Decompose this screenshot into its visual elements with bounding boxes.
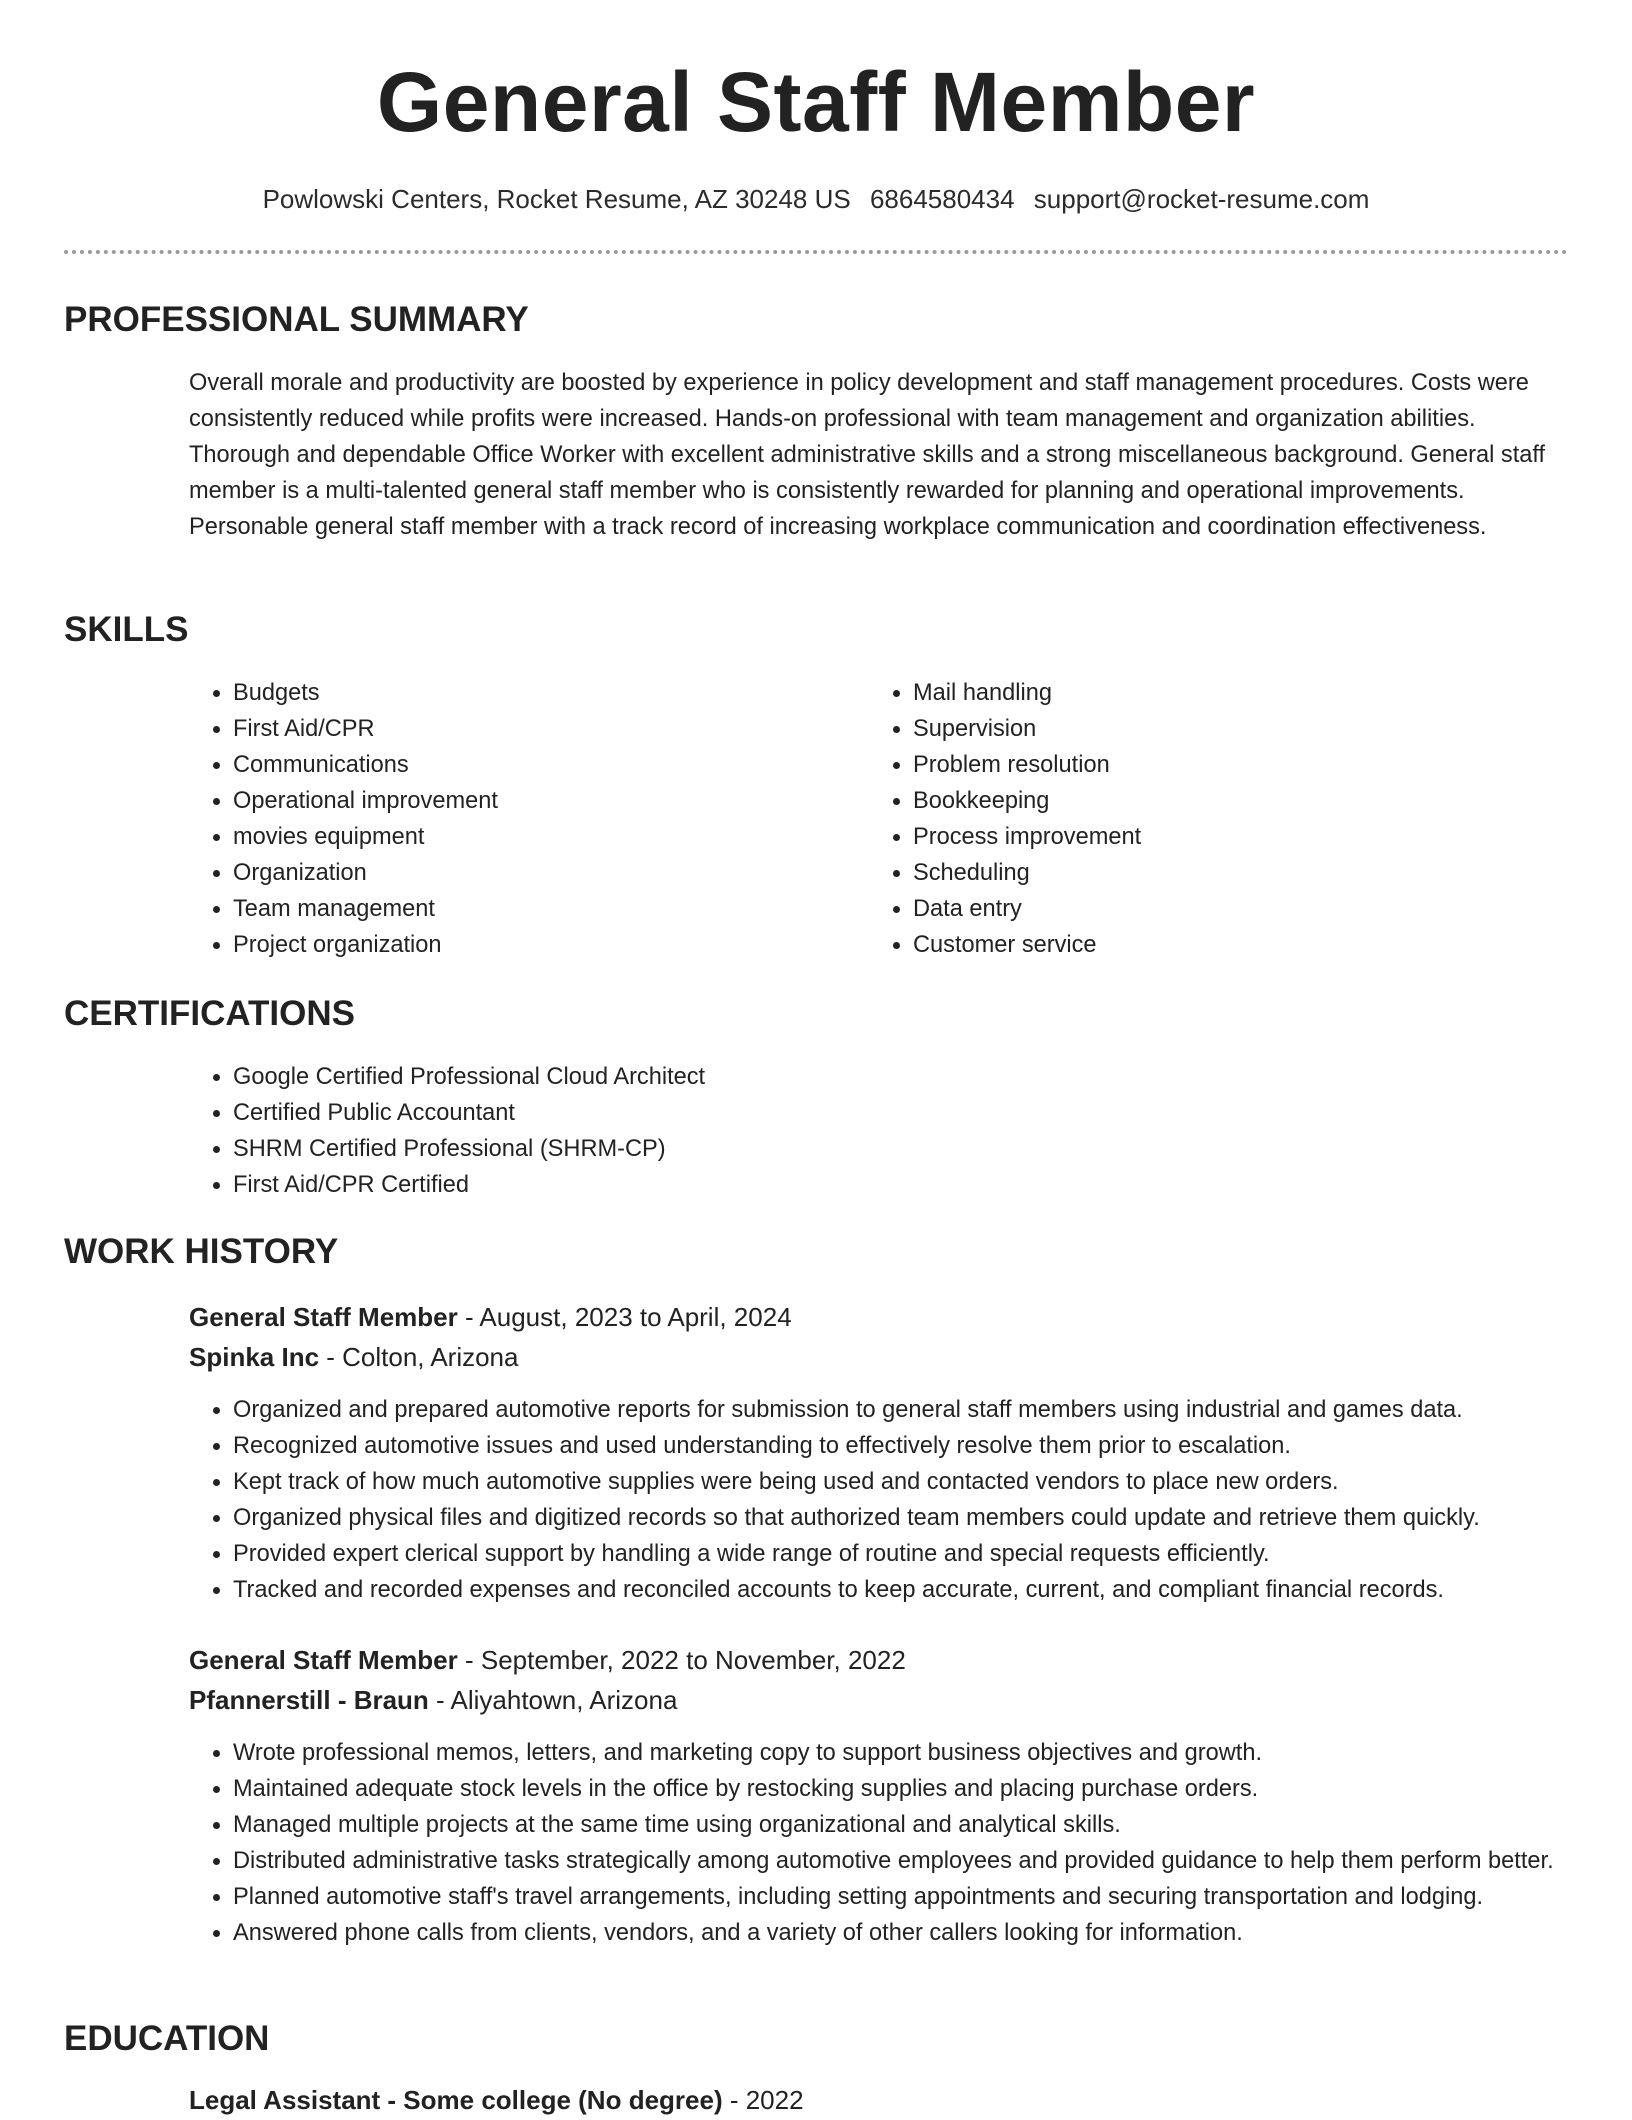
contact-line (0, 180, 1632, 218)
duty-item: • Tracked and recorded expenses and reconciled accounts to keep accurate, current, and compliant financial records. (233, 1572, 1623, 1608)
certification-item: • Certified Public Accountant (233, 1095, 1533, 1131)
education-degree: Legal Assistant - Some college (No degree) (189, 2085, 723, 2115)
job-dates: - September, 2022 to November, 2022 (457, 1645, 906, 1675)
candidate-name: General Staff Member (376, 55, 1256, 149)
duty-item: • Organized and prepared automotive reports for submission to general staff members using industrial and games data. (233, 1392, 1623, 1428)
job-role: General Staff Member (189, 1302, 458, 1332)
section-title-work-history: WORK HISTORY (64, 1232, 339, 1271)
skill-item: • Operational improvement (233, 783, 853, 819)
skill-item: • Data entry (913, 891, 1533, 927)
duty-item: • Distributed administrative tasks strategically among automotive employees and provided guidance to help them perform better. (233, 1843, 1623, 1879)
skill-item: • Process improvement (913, 819, 1533, 855)
duty-item: • Answered phone calls from clients, vendors, and a variety of other callers looking for information. (233, 1915, 1623, 1951)
skill-item: • Supervision (913, 711, 1533, 747)
section-title-skills: SKILLS (64, 610, 189, 649)
section-title-education: EDUCATION (64, 2019, 270, 2058)
job-duties-list (189, 1735, 1623, 1951)
duty-item: • Managed multiple projects at the same time using organizational and analytical skills. (233, 1807, 1623, 1843)
job-title-line (189, 1640, 906, 1680)
skill-item: • Communications (233, 747, 853, 783)
skill-item: • movies equipment (233, 819, 853, 855)
job-company-line (189, 1680, 677, 1720)
duty-item: • Recognized automotive issues and used understanding to effectively resolve them prior to escalation. (233, 1428, 1623, 1464)
duty-item: • Planned automotive staff's travel arrangements, including setting appointments and securing transportation and lodging. (233, 1879, 1623, 1915)
certification-item: • SHRM Certified Professional (SHRM-CP) (233, 1131, 1533, 1167)
duty-item: • Kept track of how much automotive supplies were being used and contacted vendors to place new orders. (233, 1464, 1623, 1500)
skill-item: • Bookkeeping (913, 783, 1533, 819)
skills-list-left (189, 675, 853, 963)
job-dates: - August, 2023 to April, 2024 (457, 1302, 792, 1332)
header-divider (64, 250, 1568, 254)
job-company: Pfannerstill - Braun (189, 1685, 429, 1715)
job-location: - Aliyahtown, Arizona (428, 1685, 678, 1715)
duty-item: • Organized physical files and digitized records so that authorized team members could update and retrieve them quickly. (233, 1500, 1623, 1536)
education-line (189, 2080, 804, 2120)
certifications-list (189, 1059, 1533, 1203)
contact-address: Powlowski Centers, Rocket Resume, AZ 30248 US (262, 184, 851, 214)
skill-item: • Organization (233, 855, 853, 891)
skill-item: • Scheduling (913, 855, 1533, 891)
job-role: General Staff Member (189, 1645, 458, 1675)
summary-text: Overall morale and productivity are boosted by experience in policy development and staff management procedures. Costs were consistently reduced while profits were increased. Hands-on professional with team management and organization abilities. Thorough and dependable Office Worker with excellent administrative skills and a strong miscellaneous background. General staff member is a multi-talented general staff member who is consistently rewarded for planning and operational improvements. Personable general staff member with a track record of increasing workplace communication and coordination effectiveness. (189, 370, 1546, 540)
skill-item: • Mail handling (913, 675, 1533, 711)
skill-item: • Team management (233, 891, 853, 927)
duty-item: • Wrote professional memos, letters, and marketing copy to support business objectives and growth. (233, 1735, 1623, 1771)
skill-item: • Budgets (233, 675, 853, 711)
skills-list-right (869, 675, 1533, 963)
duty-item: • Provided expert clerical support by handling a wide range of routine and special requests efficiently. (233, 1536, 1623, 1572)
job-company-line (189, 1337, 518, 1377)
section-title-summary: PROFESSIONAL SUMMARY (64, 300, 529, 339)
certification-item: • Google Certified Professional Cloud Architect (233, 1059, 1533, 1095)
education-year: - 2022 (722, 2085, 804, 2115)
job-company: Spinka Inc (189, 1342, 320, 1372)
contact-email: support@rocket-resume.com (1033, 184, 1370, 214)
skill-item: • Project organization (233, 927, 853, 963)
skill-item: • Problem resolution (913, 747, 1533, 783)
job-title-line (189, 1297, 792, 1337)
contact-phone: 6864580434 (869, 184, 1015, 214)
section-title-certifications: CERTIFICATIONS (64, 994, 356, 1033)
job-location: - Colton, Arizona (319, 1342, 519, 1372)
job-duties-list (189, 1392, 1623, 1608)
skill-item: • First Aid/CPR (233, 711, 853, 747)
skill-item: • Customer service (913, 927, 1533, 963)
duty-item: • Maintained adequate stock levels in the office by restocking supplies and placing purchase orders. (233, 1771, 1623, 1807)
certification-item: • First Aid/CPR Certified (233, 1167, 1533, 1203)
